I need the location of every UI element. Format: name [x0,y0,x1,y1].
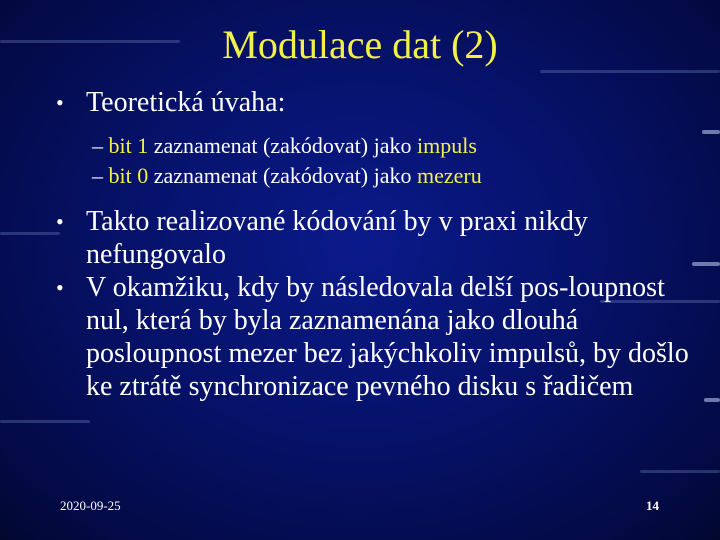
background-streak [540,70,720,73]
bullet-item [56,86,696,119]
sub-bullet-dash: – [92,163,109,188]
background-streak [0,420,90,423]
bullet-item [56,205,696,271]
highlight-text: mezeru [416,163,482,188]
background-streak [0,232,60,235]
slide-title: Modulace dat (2) [222,22,498,67]
bullet-list [56,86,696,403]
bullet-dot: • [56,275,64,300]
highlight-text: impuls [416,133,477,158]
sub-bullet-text: zaznamenat (zakódovat) jako [148,163,417,188]
highlight-text: bit 1 [108,133,149,158]
highlight-text: bit 0 [108,163,149,188]
background-streak [640,470,720,473]
sub-bullet-list [92,131,696,191]
bullet-item [56,271,696,403]
sub-bullet-text: zaznamenat (zakódovat) jako [148,133,417,158]
background-streak [702,130,720,134]
footer-date: 2020-09-25 [60,498,121,513]
bullet-text: V okamžiku, kdy by následovala delší pos-loupnost nul, která by byla zaznamenána jako dlouhá posloupnost mezer bez jakýchkoliv impulsů, by došlo ke ztrátě synchronizace pevného disku s řadičem [86,272,689,402]
page-number: 14 [646,498,659,513]
bullet-dot: • [56,90,64,115]
sub-bullet-item [92,161,696,191]
bullet-dot: • [56,209,64,234]
bullet-text: Teoretická úvaha: [86,87,286,118]
sub-bullet-dash: – [92,133,109,158]
background-streak [704,398,720,402]
sub-bullet-item [92,131,696,161]
background-streak [692,262,720,266]
bullet-text: Takto realizované kódování by v praxi nikdy nefungovalo [86,206,588,270]
